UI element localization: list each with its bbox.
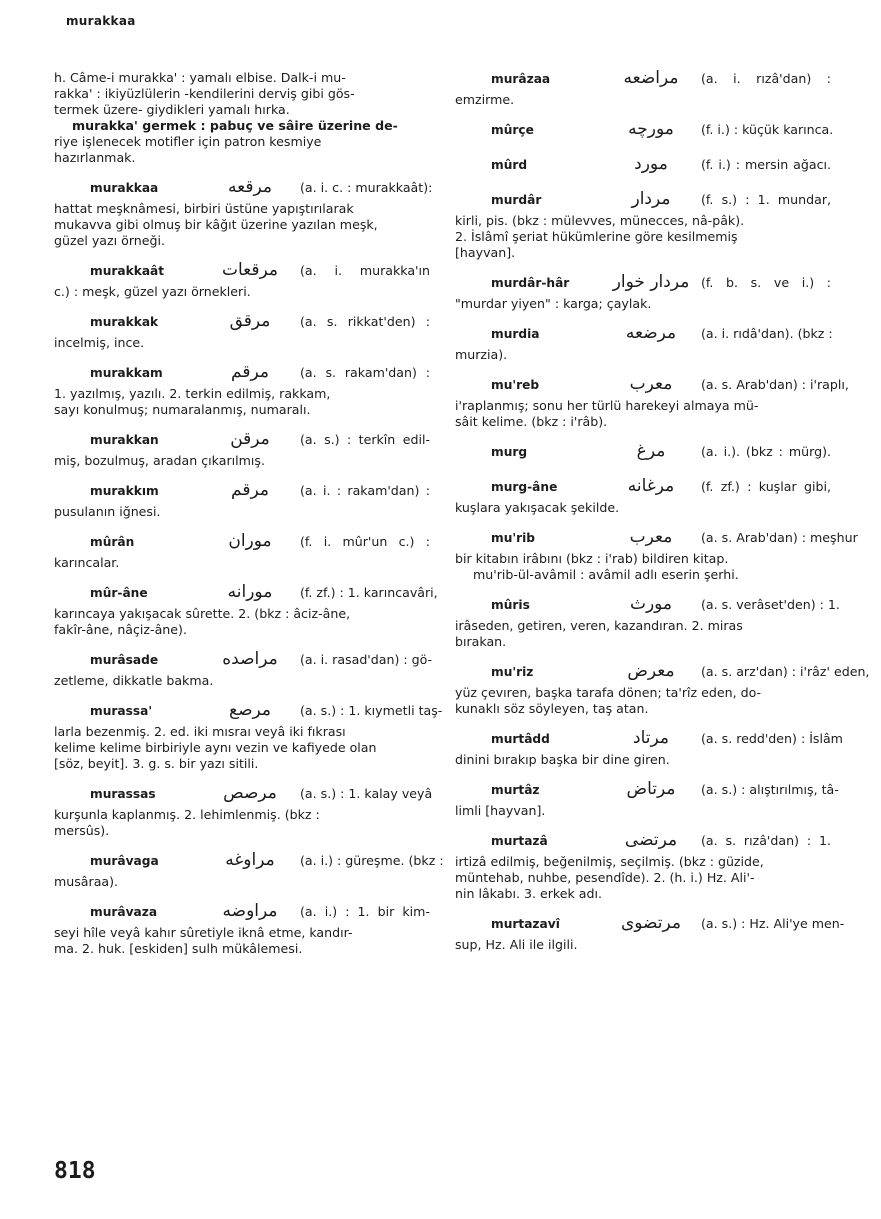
definition-line: emzirme. xyxy=(455,92,515,107)
arabic-script: مرقعه xyxy=(228,177,272,197)
headword: murakkam xyxy=(90,366,163,380)
entry-head-line xyxy=(455,832,831,854)
left-entries xyxy=(54,177,444,957)
right-column xyxy=(455,68,870,966)
headword: mûrd xyxy=(491,158,528,172)
entry-head-line xyxy=(54,700,443,724)
etymology: (a. i. murakka'ın xyxy=(300,263,430,278)
headword: murakkım xyxy=(90,484,159,498)
dictionary-entry xyxy=(455,832,831,902)
arabic-script: مورانه xyxy=(227,582,273,602)
entry-head-line xyxy=(455,913,845,937)
etymology: (a. i. : rakam'dan) : xyxy=(300,483,430,498)
etymology: (a. i.) : 1. bir kim- xyxy=(300,904,430,919)
definition-line: kuşlara yakışacak şekilde. xyxy=(455,500,620,515)
entry-head-line xyxy=(455,191,831,213)
entry-head-line xyxy=(455,325,831,347)
entry-head-line xyxy=(54,177,433,201)
right-entries xyxy=(455,68,870,953)
etymology: (f. i.) : küçük karınca. xyxy=(701,122,834,137)
headword: murassa' xyxy=(90,704,153,718)
definition-line: c.) : meşk, güzel yazı örnekleri. xyxy=(54,284,251,299)
dictionary-entry xyxy=(54,582,438,638)
dictionary-entry xyxy=(54,649,433,689)
arabic-script: مرقق xyxy=(229,311,271,331)
etymology: (a. s. Arab'dan) : meşhur xyxy=(701,530,858,545)
dictionary-entry xyxy=(455,274,831,312)
definition-line: irâseden, getiren, veren, kazandıran. 2. miras xyxy=(455,618,743,633)
headword: murdâr-hâr xyxy=(491,276,570,290)
definition-line: kelime kelime birbiriyle aynı vezin ve kafiyede olan xyxy=(54,740,377,755)
entry-head-line xyxy=(54,431,430,453)
definition-line: müntehab, nuhbe, pesendîde). 2. (h. i.) Hz. Ali'- xyxy=(455,870,755,885)
arabic-script: مراوضه xyxy=(222,901,278,921)
definition-line: karıncalar. xyxy=(54,555,120,570)
definition-line: kirli, pis. (bkz : mülevves, münecces, nâ-pâk). xyxy=(455,213,745,228)
definition-line: murzia). xyxy=(455,347,508,362)
arabic-script: موران xyxy=(228,531,272,551)
arabic-script: مرتاض xyxy=(626,779,676,799)
entry-head-line xyxy=(54,783,433,807)
definition-line: seyi hîle veyâ kahır sûretiyle iknâ etme, kandır- xyxy=(54,925,353,940)
text-line: hazırlanmak. xyxy=(54,150,136,165)
definition-line: güzel yazı örneği. xyxy=(54,233,166,248)
dictionary-entry xyxy=(54,364,430,418)
dictionary-entry xyxy=(455,70,831,108)
definition-line: musâraa). xyxy=(54,874,119,889)
definition-line: zetleme, dikkatle bakma. xyxy=(54,673,214,688)
definition-line: fakîr-âne, nâçiz-âne). xyxy=(54,622,187,637)
entry-head-line xyxy=(54,262,430,284)
headword: murtazavî xyxy=(491,917,560,931)
arabic-script: مراضعه xyxy=(623,68,679,88)
etymology: (a. s.) : 1. kalay veyâ xyxy=(300,786,433,801)
entry-head-line xyxy=(455,119,834,143)
entry-head-line xyxy=(455,594,840,618)
headword: murakkaa xyxy=(90,181,159,195)
etymology: (f. b. s. ve i.) : xyxy=(701,275,831,290)
running-header: murakkaa xyxy=(66,14,136,28)
dictionary-entry xyxy=(54,431,430,469)
sub-entry-line: murakka' germek : pabuç ve sâire üzerine de- xyxy=(72,118,398,133)
entry-head-line xyxy=(455,156,831,178)
etymology: (a. s. Arab'dan) : i'raplı, xyxy=(701,377,849,392)
headword: mu'riz xyxy=(491,665,534,679)
page-number: 818 xyxy=(54,1158,96,1184)
definition-line: yüz çevıren, başka tarafa dönen; ta'rîz eden, do- xyxy=(455,685,762,700)
dictionary-entry xyxy=(54,177,433,249)
dictionary-entry xyxy=(54,850,444,890)
arabic-script: مرقم xyxy=(231,480,269,500)
entry-head-line xyxy=(455,443,831,465)
headword: mu'rib xyxy=(491,531,536,545)
headword: murâzaa xyxy=(491,72,551,86)
arabic-script: مرتاد xyxy=(633,728,669,748)
arabic-script: مردار خوار xyxy=(612,272,690,292)
definition-line: sup, Hz. Ali ile ilgili. xyxy=(455,937,578,952)
dictionary-entry xyxy=(455,478,831,516)
arabic-script: مرقن xyxy=(230,429,270,449)
definition-line: 2. İslâmî şeriat hükümlerine göre kesilmemiş xyxy=(455,229,738,244)
arabic-script: مرقعات xyxy=(222,260,278,280)
definition-line: kurşunla kaplanmış. 2. lehimlenmiş. (bkz : xyxy=(54,807,320,822)
sub-entry-line: mu'rib-ül-avâmil : avâmil adlı eserin şerhi. xyxy=(473,567,739,582)
headword: murâvaza xyxy=(90,905,158,919)
entry-head-line xyxy=(455,478,831,500)
definition-line: [söz, beyit]. 3. g. s. bir yazı sitili. xyxy=(54,756,259,771)
entry-head-line xyxy=(54,313,430,335)
dictionary-entry xyxy=(455,119,834,143)
entry-head-line xyxy=(54,364,430,386)
dictionary-entry xyxy=(54,533,430,571)
headword: murâsade xyxy=(90,653,159,667)
definition-line: ma. 2. huk. [eskiden] sulh mükâlemesi. xyxy=(54,941,303,956)
arabic-script: مرصع xyxy=(229,700,271,720)
arabic-script: معرض xyxy=(627,661,675,681)
definition-line: nin lâkabı. 3. erkek adı. xyxy=(455,886,603,901)
definition-line: irtizâ edilmiş, beğenilmiş, seçilmiş. (bkz : güzide, xyxy=(455,854,764,869)
entry-head-line xyxy=(54,649,433,673)
etymology: (a. s. redd'den) : İslâm xyxy=(701,731,843,746)
headword: murg xyxy=(491,445,528,459)
etymology: (f. s.) : 1. mundar, xyxy=(701,192,831,207)
etymology: (a. s.) : Hz. Ali'ye men- xyxy=(701,916,845,931)
left-column xyxy=(54,70,444,970)
definition-line: sâit kelime. (bkz : i'râb). xyxy=(455,414,608,429)
dictionary-entry xyxy=(54,783,433,839)
dictionary-entry xyxy=(455,325,831,363)
entry-head-line xyxy=(54,533,430,555)
headword: mu'reb xyxy=(491,378,540,392)
etymology: (a. s.) : terkîn edil- xyxy=(300,432,430,447)
arabic-script: معرب xyxy=(629,527,673,547)
definition-line: karıncaya yakışacak sûrette. 2. (bkz : âciz-âne, xyxy=(54,606,351,621)
dictionary-entry xyxy=(455,156,831,178)
headword: mûris xyxy=(491,598,530,612)
etymology: (f. zf.) : kuşlar gibi, xyxy=(701,479,831,494)
definition-line: bırakan. xyxy=(455,634,507,649)
etymology: (a. s.) : 1. kıymetli taş- xyxy=(300,703,443,718)
headword: murakkan xyxy=(90,433,159,447)
headword: murdâr xyxy=(491,193,542,207)
headword: murtâz xyxy=(491,783,540,797)
text-line: rakka' : ikiyüzlülerin -kendilerini derviş gibi gös- xyxy=(54,86,355,101)
headword: mûrân xyxy=(90,535,135,549)
definition-line: "murdar yiyen" : karga; çaylak. xyxy=(455,296,652,311)
arabic-script: مراصده xyxy=(222,649,278,669)
etymology: (a. i. rasad'dan) : gö- xyxy=(300,652,433,667)
headword: murdia xyxy=(491,327,540,341)
entry-head-line xyxy=(455,779,839,803)
etymology: (a. i. rızâ'dan) : xyxy=(701,71,831,86)
dictionary-entry xyxy=(455,374,849,430)
etymology: (a. s. rikkat'den) : xyxy=(300,314,430,329)
entry-head-line xyxy=(455,374,849,398)
dictionary-entry xyxy=(54,482,430,520)
text-line: termek üzere- giydikleri yamalı hırka. xyxy=(54,102,290,117)
headword: murg-âne xyxy=(491,480,558,494)
etymology: (f. zf.) : 1. karıncavâri, xyxy=(300,585,438,600)
definition-line: [hayvan]. xyxy=(455,245,516,260)
definition-line: dinini bırakıp başka bir dine giren. xyxy=(455,752,670,767)
text-line: h. Câme-i murakka' : yamalı elbise. Dalk-i mu- xyxy=(54,70,346,85)
arabic-script: مرتضى xyxy=(624,830,678,850)
etymology: (a. s. rakam'dan) : xyxy=(300,365,430,380)
entry-head-line xyxy=(455,728,843,752)
headword: murtâdd xyxy=(491,732,550,746)
definition-line: miş, bozulmuş, aradan çıkarılmış. xyxy=(54,453,265,468)
dictionary-entry xyxy=(455,661,870,717)
arabic-script: مورد xyxy=(634,154,668,174)
definition-line: sayı konulmuş; numaralanmış, numaralı. xyxy=(54,402,311,417)
definition-line: kunaklı söz söyleyen, taş atan. xyxy=(455,701,649,716)
definition-line: mukavva gibi olmuş bir kâğıt üzerine yazılan meşk, xyxy=(54,217,378,232)
etymology: (a. s. arz'dan) : i'râz' eden, xyxy=(701,664,870,679)
headword: murassas xyxy=(90,787,156,801)
top-block xyxy=(54,70,430,166)
arabic-script: مرتضوى xyxy=(620,913,682,933)
entry-head-line xyxy=(455,527,858,551)
definition-line: mersûs). xyxy=(54,823,110,838)
dictionary-entry xyxy=(455,191,831,261)
dictionary-entry xyxy=(54,262,430,300)
arabic-script: مورچه xyxy=(628,119,674,139)
definition-line: 1. yazılmış, yazılı. 2. terkin edilmiş, rakkam, xyxy=(54,386,331,401)
dictionary-entry xyxy=(455,728,843,768)
headword: murtazâ xyxy=(491,834,548,848)
entry-head-line xyxy=(455,661,870,685)
dictionary-entry xyxy=(455,443,831,465)
headword: murâvaga xyxy=(90,854,159,868)
entry-head-line xyxy=(455,274,831,296)
headword: mûr-âne xyxy=(90,586,148,600)
headword: murakkak xyxy=(90,315,159,329)
dictionary-entry xyxy=(54,313,430,351)
etymology: (a. i. c. : murakkaât): xyxy=(300,180,433,195)
etymology: (a. s.) : alıştırılmış, tâ- xyxy=(701,782,839,797)
etymology: (a. s. verâset'den) : 1. xyxy=(701,597,840,612)
etymology: (a. i. rıdâ'dan). (bkz : xyxy=(701,326,833,341)
etymology: (a. s. rızâ'dan) : 1. xyxy=(701,833,831,848)
etymology: (a. i.) : güreşme. (bkz : xyxy=(300,853,444,868)
definition-line: limli [hayvan]. xyxy=(455,803,546,818)
dictionary-entry xyxy=(455,779,839,819)
etymology: (f. i.) : mersin ağacı. xyxy=(701,157,831,172)
definition-line: hattat meşknâmesi, birbiri üstüne yapıştırılarak xyxy=(54,201,354,216)
definition-line: i'raplanmış; sonu her türlü harekeyi almaya mü- xyxy=(455,398,759,413)
dictionary-entry xyxy=(54,903,430,957)
entry-head-line xyxy=(54,903,430,925)
arabic-script: مرغانه xyxy=(627,476,675,496)
entry-head-line xyxy=(54,850,444,874)
definition-line: larla bezenmiş. 2. ed. iki mısraı veyâ iki fıkrası xyxy=(54,724,346,739)
definition-line: incelmiş, ince. xyxy=(54,335,145,350)
arabic-script: معرب xyxy=(629,374,673,394)
text-line: riye işlenecek motifler için patron kesmiye xyxy=(54,134,322,149)
headword: mûrçe xyxy=(491,123,534,137)
etymology: (f. i. mûr'un c.) : xyxy=(300,534,430,549)
arabic-script: مرصص xyxy=(223,783,277,803)
dictionary-entry xyxy=(455,527,858,583)
dictionary-entry xyxy=(54,700,443,772)
headword: murakkaât xyxy=(90,264,165,278)
arabic-script: مردار xyxy=(631,189,671,209)
dictionary-entry xyxy=(455,913,845,953)
entry-head-line xyxy=(455,70,831,92)
arabic-script: مرغ xyxy=(636,441,666,461)
arabic-script: مرضعه xyxy=(625,323,677,343)
entry-head-line xyxy=(54,582,438,606)
dictionary-entry xyxy=(455,594,840,650)
arabic-script: مراوغه xyxy=(225,850,275,870)
etymology: (a. i.). (bkz : mürg). xyxy=(701,444,831,459)
definition-line: bir kitabın irâbını (bkz : i'rab) bildiren kitap. xyxy=(455,551,729,566)
entry-head-line xyxy=(54,482,430,504)
definition-line: pusulanın iğnesi. xyxy=(54,504,161,519)
arabic-script: مرقم xyxy=(231,362,269,382)
arabic-script: مورث xyxy=(629,594,673,614)
